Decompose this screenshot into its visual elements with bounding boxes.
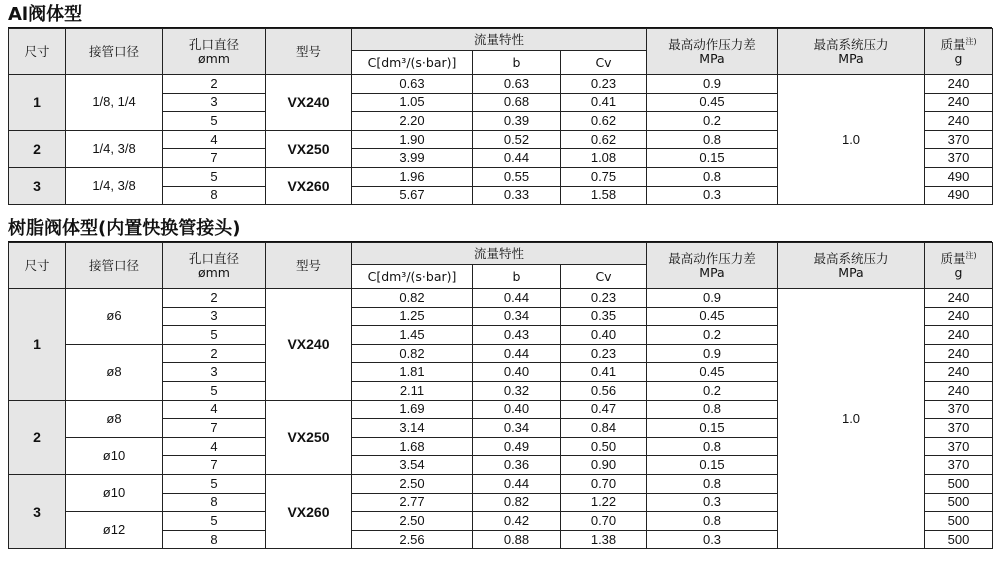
cv-value-cell: 0.75: [561, 167, 647, 186]
orifice-cell: 7: [163, 149, 266, 168]
c-value-cell: 1.25: [352, 307, 473, 326]
cv-value-cell: 1.58: [561, 186, 647, 205]
header-model: 型号: [266, 243, 352, 289]
max-operating-pressure-cell: 0.8: [647, 130, 778, 149]
mass-cell: 240: [925, 344, 993, 363]
mass-cell: 240: [925, 112, 993, 131]
header-cv: Cv: [561, 51, 647, 75]
size-cell: 3: [9, 167, 66, 204]
header-max-operating-pressure: 最高动作压力差 MPa: [647, 243, 778, 289]
orifice-cell: 4: [163, 437, 266, 456]
b-value-cell: 0.88: [473, 530, 561, 549]
orifice-cell: 5: [163, 381, 266, 400]
mass-cell: 500: [925, 512, 993, 531]
c-value-cell: 1.68: [352, 437, 473, 456]
max-operating-pressure-cell: 0.8: [647, 400, 778, 419]
orifice-cell: 8: [163, 530, 266, 549]
model-cell: VX250: [266, 400, 352, 474]
c-value-cell: 0.63: [352, 75, 473, 94]
b-value-cell: 0.44: [473, 149, 561, 168]
c-value-cell: 2.56: [352, 530, 473, 549]
model-cell: VX250: [266, 130, 352, 167]
mass-cell: 490: [925, 167, 993, 186]
cv-value-cell: 0.50: [561, 437, 647, 456]
orifice-cell: 5: [163, 112, 266, 131]
header-cv: Cv: [561, 265, 647, 289]
orifice-cell: 5: [163, 326, 266, 345]
b-value-cell: 0.44: [473, 289, 561, 308]
mass-cell: 240: [925, 363, 993, 382]
header-orifice: 孔口直径 ømm: [163, 29, 266, 75]
cv-value-cell: 0.56: [561, 381, 647, 400]
size-cell: 1: [9, 289, 66, 401]
header-size: 尺寸: [9, 243, 66, 289]
c-value-cell: 0.82: [352, 289, 473, 308]
header-mass: 质量$^{注)}$ g: [925, 243, 993, 289]
spec-table-resin: [8, 242, 993, 549]
max-operating-pressure-cell: 0.2: [647, 112, 778, 131]
size-cell: 3: [9, 474, 66, 548]
port-size-cell: 1/4, 3/8: [66, 167, 163, 204]
c-value-cell: 1.05: [352, 93, 473, 112]
cv-value-cell: 0.70: [561, 512, 647, 531]
orifice-cell: 4: [163, 400, 266, 419]
mass-cell: 370: [925, 419, 993, 438]
cv-value-cell: 0.23: [561, 344, 647, 363]
header-b: b: [473, 51, 561, 75]
max-operating-pressure-cell: 0.9: [647, 75, 778, 94]
b-value-cell: 0.63: [473, 75, 561, 94]
section-title-resin: 树脂阀体型(内置快换管接头): [8, 218, 241, 239]
orifice-cell: 2: [163, 344, 266, 363]
mass-cell: 370: [925, 437, 993, 456]
c-value-cell: 2.50: [352, 474, 473, 493]
cv-value-cell: 0.23: [561, 75, 647, 94]
header-flow-characteristics: 流量特性: [352, 29, 647, 51]
port-size-cell: ø12: [66, 512, 163, 549]
b-value-cell: 0.52: [473, 130, 561, 149]
header-model: 型号: [266, 29, 352, 75]
max-operating-pressure-cell: 0.9: [647, 344, 778, 363]
model-cell: VX240: [266, 75, 352, 131]
max-operating-pressure-cell: 0.45: [647, 307, 778, 326]
orifice-cell: 3: [163, 307, 266, 326]
port-size-cell: ø10: [66, 474, 163, 511]
cv-value-cell: 1.22: [561, 493, 647, 512]
max-operating-pressure-cell: 0.45: [647, 93, 778, 112]
orifice-cell: 8: [163, 186, 266, 205]
c-value-cell: 1.81: [352, 363, 473, 382]
cv-value-cell: 0.40: [561, 326, 647, 345]
max-operating-pressure-cell: 0.15: [647, 419, 778, 438]
cv-value-cell: 0.35: [561, 307, 647, 326]
header-max-system-pressure: 最高系统压力 MPa: [778, 243, 925, 289]
c-value-cell: 1.69: [352, 400, 473, 419]
spec-table-aluminum: [8, 28, 993, 205]
mass-footnote-mark: 注): [965, 250, 977, 260]
cv-value-cell: 0.41: [561, 93, 647, 112]
table-row: [9, 75, 993, 94]
mass-cell: 240: [925, 93, 993, 112]
mass-cell: 240: [925, 307, 993, 326]
c-value-cell: 2.50: [352, 512, 473, 531]
orifice-cell: 4: [163, 130, 266, 149]
b-value-cell: 0.32: [473, 381, 561, 400]
mass-footnote-mark: 注): [965, 36, 977, 46]
b-value-cell: 0.44: [473, 344, 561, 363]
orifice-cell: 5: [163, 512, 266, 531]
cv-value-cell: 0.62: [561, 130, 647, 149]
c-value-cell: 1.96: [352, 167, 473, 186]
b-value-cell: 0.55: [473, 167, 561, 186]
max-system-pressure-cell: 1.0: [778, 289, 925, 549]
orifice-cell: 2: [163, 75, 266, 94]
mass-cell: 240: [925, 326, 993, 345]
mass-cell: 370: [925, 149, 993, 168]
b-value-cell: 0.33: [473, 186, 561, 205]
b-value-cell: 0.49: [473, 437, 561, 456]
port-size-cell: ø10: [66, 437, 163, 474]
size-cell: 1: [9, 75, 66, 131]
orifice-cell: 3: [163, 93, 266, 112]
orifice-cell: 7: [163, 456, 266, 475]
section-title-aluminum: Al阀体型: [8, 4, 83, 25]
cv-value-cell: 0.62: [561, 112, 647, 131]
port-size-cell: 1/4, 3/8: [66, 130, 163, 167]
c-value-cell: 2.20: [352, 112, 473, 131]
b-value-cell: 0.39: [473, 112, 561, 131]
b-value-cell: 0.42: [473, 512, 561, 531]
model-cell: VX240: [266, 289, 352, 401]
max-system-pressure-cell: 1.0: [778, 75, 925, 205]
b-value-cell: 0.36: [473, 456, 561, 475]
header-c: C[dm³/(s·bar)]: [352, 265, 473, 289]
header-port-size: 接管口径: [66, 29, 163, 75]
port-size-cell: ø6: [66, 289, 163, 345]
mass-cell: 370: [925, 456, 993, 475]
max-operating-pressure-cell: 0.45: [647, 363, 778, 382]
cv-value-cell: 1.38: [561, 530, 647, 549]
c-value-cell: 2.77: [352, 493, 473, 512]
b-value-cell: 0.82: [473, 493, 561, 512]
mass-cell: 370: [925, 400, 993, 419]
b-value-cell: 0.68: [473, 93, 561, 112]
cv-value-cell: 1.08: [561, 149, 647, 168]
orifice-cell: 7: [163, 419, 266, 438]
header-max-system-pressure: 最高系统压力 MPa: [778, 29, 925, 75]
orifice-cell: 2: [163, 289, 266, 308]
model-cell: VX260: [266, 167, 352, 204]
orifice-cell: 5: [163, 474, 266, 493]
max-operating-pressure-cell: 0.15: [647, 149, 778, 168]
c-value-cell: 5.67: [352, 186, 473, 205]
max-operating-pressure-cell: 0.8: [647, 474, 778, 493]
header-flow-characteristics: 流量特性: [352, 243, 647, 265]
size-cell: 2: [9, 400, 66, 474]
c-value-cell: 1.90: [352, 130, 473, 149]
max-operating-pressure-cell: 0.9: [647, 289, 778, 308]
port-size-cell: ø8: [66, 400, 163, 437]
orifice-cell: 8: [163, 493, 266, 512]
header-orifice: 孔口直径 ømm: [163, 243, 266, 289]
mass-cell: 240: [925, 381, 993, 400]
cv-value-cell: 0.84: [561, 419, 647, 438]
c-value-cell: 3.54: [352, 456, 473, 475]
header-mass: 质量$^{注)}$ g: [925, 29, 993, 75]
b-value-cell: 0.34: [473, 307, 561, 326]
b-value-cell: 0.34: [473, 419, 561, 438]
max-operating-pressure-cell: 0.8: [647, 167, 778, 186]
cv-value-cell: 0.70: [561, 474, 647, 493]
mass-cell: 240: [925, 75, 993, 94]
max-operating-pressure-cell: 0.3: [647, 186, 778, 205]
b-value-cell: 0.40: [473, 363, 561, 382]
c-value-cell: 1.45: [352, 326, 473, 345]
port-size-cell: 1/8, 1/4: [66, 75, 163, 131]
c-value-cell: 3.99: [352, 149, 473, 168]
cv-value-cell: 0.90: [561, 456, 647, 475]
b-value-cell: 0.44: [473, 474, 561, 493]
mass-cell: 240: [925, 289, 993, 308]
model-cell: VX260: [266, 474, 352, 548]
max-operating-pressure-cell: 0.3: [647, 493, 778, 512]
header-size: 尺寸: [9, 29, 66, 75]
cv-value-cell: 0.47: [561, 400, 647, 419]
table-row: [9, 289, 993, 308]
max-operating-pressure-cell: 0.2: [647, 326, 778, 345]
header-b: b: [473, 265, 561, 289]
orifice-cell: 5: [163, 167, 266, 186]
cv-value-cell: 0.23: [561, 289, 647, 308]
max-operating-pressure-cell: 0.2: [647, 381, 778, 400]
max-operating-pressure-cell: 0.3: [647, 530, 778, 549]
header-max-operating-pressure: 最高动作压力差 MPa: [647, 29, 778, 75]
b-value-cell: 0.43: [473, 326, 561, 345]
c-value-cell: 2.11: [352, 381, 473, 400]
header-c: C[dm³/(s·bar)]: [352, 51, 473, 75]
b-value-cell: 0.40: [473, 400, 561, 419]
max-operating-pressure-cell: 0.8: [647, 437, 778, 456]
mass-cell: 500: [925, 530, 993, 549]
mass-cell: 490: [925, 186, 993, 205]
mass-cell: 370: [925, 130, 993, 149]
c-value-cell: 3.14: [352, 419, 473, 438]
cv-value-cell: 0.41: [561, 363, 647, 382]
port-size-cell: ø8: [66, 344, 163, 400]
orifice-cell: 3: [163, 363, 266, 382]
max-operating-pressure-cell: 0.15: [647, 456, 778, 475]
mass-cell: 500: [925, 474, 993, 493]
max-operating-pressure-cell: 0.8: [647, 512, 778, 531]
header-port-size: 接管口径: [66, 243, 163, 289]
c-value-cell: 0.82: [352, 344, 473, 363]
mass-cell: 500: [925, 493, 993, 512]
size-cell: 2: [9, 130, 66, 167]
